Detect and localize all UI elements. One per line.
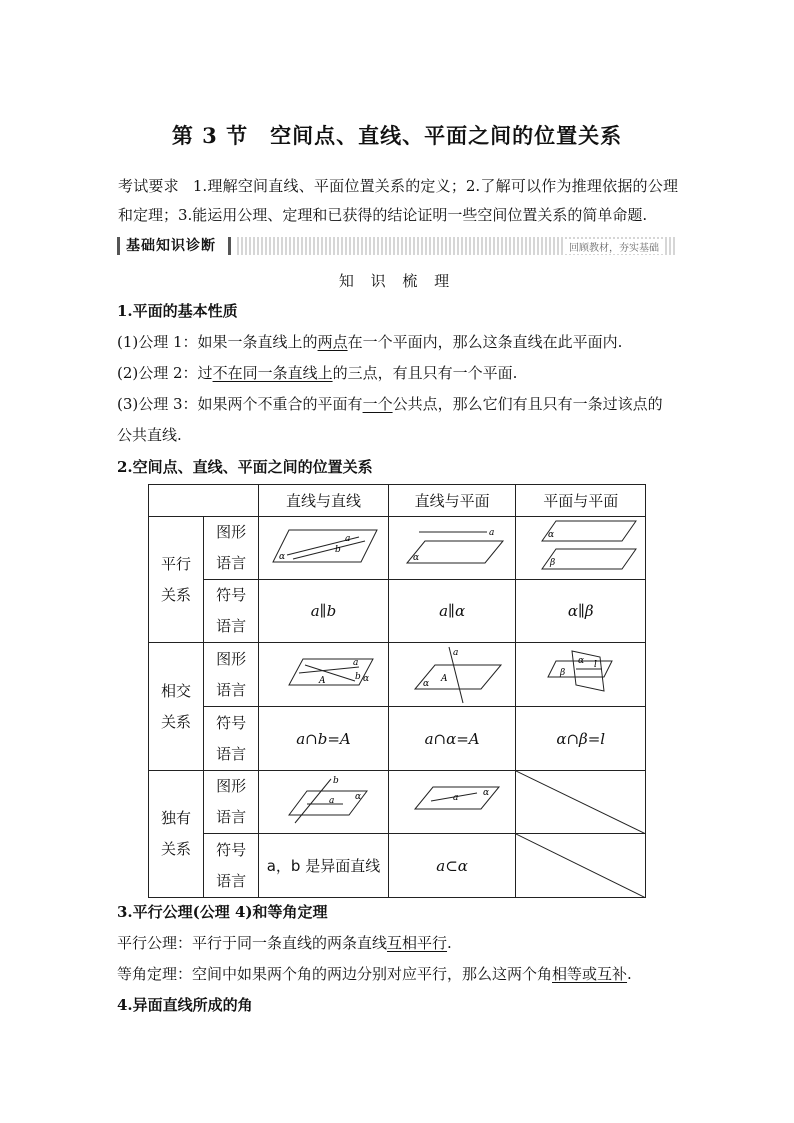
table-corner — [149, 485, 259, 517]
symbol-skew-lines: a，b 是异面直线 — [259, 834, 389, 898]
svg-text:α: α — [482, 788, 489, 798]
svg-text:A: A — [319, 676, 326, 686]
section4-heading: 4.异面直线所成的角 — [117, 996, 253, 1014]
axiom2-blank: 不在同一条直线上 — [212, 364, 333, 382]
axiom1-text-end: 在一个平面内，那么这条直线在此平面内. — [347, 333, 623, 351]
parallel-axiom — [117, 932, 452, 953]
sub-figure — [204, 643, 259, 707]
svg-text:l: l — [594, 660, 598, 670]
exam-requirements — [118, 172, 678, 230]
section3-heading: 3.平行公理(公理 4)和等角定理 — [117, 903, 328, 921]
sub-symbol-label: 符号语言 — [216, 586, 247, 635]
axiom3 — [117, 393, 663, 414]
category-label: 平行关系 — [161, 554, 192, 604]
empty-cell-slash — [516, 771, 646, 834]
sub-symbol — [204, 834, 259, 898]
section2-heading: 2.空间点、直线、平面之间的位置关系 — [117, 458, 373, 476]
diagram-line-line-parallel — [259, 517, 389, 580]
svg-text:a: a — [488, 528, 495, 538]
diagram-line-plane-parallel — [388, 517, 516, 580]
symbol-parallel-line-plane: a∥α — [388, 580, 516, 643]
svg-text:α: α — [355, 792, 362, 802]
line-parallel-plane-diagram — [389, 517, 517, 580]
diagram-line-line-intersect — [259, 643, 389, 707]
svg-text:α: α — [578, 656, 585, 666]
symbol-parallel-planes: α∥β — [516, 580, 646, 643]
diagram-plane-plane-intersect — [516, 643, 646, 707]
line-in-plane-diagram — [389, 771, 517, 834]
sub-figure-label: 图形语言 — [216, 777, 247, 826]
svg-text:β: β — [550, 558, 556, 568]
symbol-intersect-planes: α∩β=l — [516, 707, 646, 771]
diagonal-slash — [516, 771, 646, 834]
knowledge-subheading: 知 识 梳 理 — [338, 272, 456, 290]
svg-text:b: b — [355, 672, 361, 682]
sub-symbol-label: 符号语言 — [216, 840, 247, 890]
axiom3-cont: 公共直线. — [117, 426, 182, 444]
axiom1-text: (1)公理 1：如果一条直线上的 — [117, 333, 318, 351]
relations-table — [148, 484, 646, 898]
line-intersect-plane-diagram — [389, 643, 517, 707]
sub-symbol — [204, 707, 259, 771]
category-intersect — [149, 643, 204, 771]
axiom3-text-end: 公共点，那么它们有且只有一条过该点的 — [392, 395, 663, 413]
sub-figure — [204, 517, 259, 580]
diagram-plane-plane-parallel — [516, 517, 646, 580]
requirements-label: 考试要求 — [118, 177, 179, 195]
axiom2-text: (2)公理 2：过 — [117, 364, 213, 382]
parallel-lines-diagram — [259, 517, 389, 580]
svg-text:α: α — [412, 553, 419, 563]
diagonal-slash — [516, 834, 646, 898]
banner-title: 基础知识诊断 — [117, 237, 231, 255]
svg-text:a: a — [452, 648, 459, 658]
category-parallel — [149, 517, 204, 643]
requirements-text: 1.理解空间直线、平面位置关系的定义；2.了解可以作为推理依据的公理和定理；3.能运用公理、定理和已获得的结论证明一些空间位置关系的简单命题. — [118, 177, 678, 224]
symbol-intersect-lines: a∩b=A — [259, 707, 389, 771]
diagram-line-plane-intersect — [388, 643, 516, 707]
axiom3-text: (3)公理 3：如果两个不重合的平面有 — [117, 395, 363, 413]
parallel-axiom-blank: 互相平行 — [387, 934, 448, 952]
axiom3-blank: 一个 — [362, 395, 393, 413]
header-line-plane: 直线与平面 — [388, 485, 516, 517]
diagram-line-in-plane — [388, 771, 516, 834]
sub-symbol — [204, 580, 259, 643]
diagram-skew-lines — [259, 771, 389, 834]
svg-text:A: A — [440, 674, 448, 684]
svg-text:β: β — [560, 668, 566, 678]
sub-figure — [204, 771, 259, 834]
axiom2-text-end: 的三点，有且只有一个平面. — [332, 364, 518, 382]
parallel-planes-diagram — [516, 517, 646, 580]
equal-angle-text: 等角定理：空间中如果两个角的两边分别对应平行，那么这两个角 — [117, 965, 553, 983]
svg-text:b: b — [333, 776, 339, 786]
header-plane-plane: 平面与平面 — [516, 485, 646, 517]
svg-text:α: α — [363, 674, 370, 684]
page-title: 第 3 节 空间点、直线、平面之间的位置关系 — [171, 123, 623, 148]
svg-text:α: α — [422, 679, 429, 689]
svg-text:α: α — [548, 530, 555, 540]
banner-bar — [237, 237, 677, 255]
equal-angle-theorem — [117, 963, 632, 984]
category-label: 独有关系 — [161, 809, 192, 858]
intersecting-planes-diagram — [516, 643, 646, 707]
sub-symbol-label: 符号语言 — [216, 713, 247, 763]
sub-figure-label: 图形语言 — [216, 523, 247, 572]
skew-lines-diagram — [259, 771, 389, 834]
symbol-parallel-lines: a∥b — [259, 580, 389, 643]
svg-text:a: a — [329, 796, 335, 806]
svg-text:a: a — [452, 793, 459, 803]
header-line-line: 直线与直线 — [259, 485, 389, 517]
section1-heading: 1.平面的基本性质 — [117, 302, 238, 320]
equal-angle-end: . — [627, 965, 632, 983]
svg-text:α: α — [279, 552, 286, 562]
parallel-axiom-end: . — [447, 934, 452, 952]
symbol-intersect-line-plane: a∩α=A — [388, 707, 516, 771]
banner-subtitle: 回顾教材，夯实基础 — [565, 239, 663, 254]
sub-figure-label: 图形语言 — [216, 649, 247, 699]
category-unique — [149, 771, 204, 898]
axiom1-blank: 两点 — [317, 333, 348, 351]
symbol-line-in-plane: a⊂α — [388, 834, 516, 898]
intersecting-lines-diagram — [259, 643, 389, 707]
parallel-axiom-text: 平行公理：平行于同一条直线的两条直线 — [117, 934, 388, 952]
svg-text:a: a — [345, 534, 351, 544]
axiom1 — [117, 331, 622, 352]
empty-cell-slash — [516, 834, 646, 898]
axiom2 — [117, 362, 517, 383]
equal-angle-blank: 相等或互补 — [552, 965, 628, 983]
svg-text:b: b — [335, 545, 341, 555]
svg-text:a: a — [353, 658, 359, 668]
section-banner — [117, 237, 677, 255]
category-label: 相交关系 — [161, 681, 192, 731]
